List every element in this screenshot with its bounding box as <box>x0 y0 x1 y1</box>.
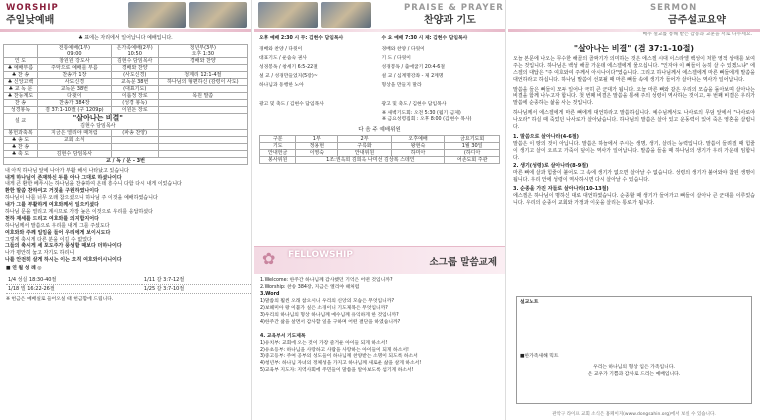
duty-cell: 정용현 <box>296 142 338 149</box>
question-line: 1)말씀의 훨씬 오래 참으시니 우리의 신앙의 모습은 무엇입니까? <box>260 298 394 304</box>
question-line: 3)중고등부: 주여 공부의 성도들이 하나님께 찬양받는 소명이 되도록 하소서 <box>260 354 418 360</box>
schedule-cell: 1/18 빌 16:22-26절 <box>6 285 142 294</box>
duty-title: 다 음 주 예배위원 <box>358 126 401 133</box>
worship-col-header: 청년부(3부) 오후 1:30 <box>158 45 247 58</box>
closing-text <box>520 364 748 378</box>
duty-cell: 1조:권옥희 김희옥 나미선 김상복 스데인 <box>296 156 445 163</box>
worship-cell: ♣ 교 독 문 <box>4 86 38 93</box>
afternoon-item: 설 교 / 성경만들었지(5장)~ <box>259 74 318 80</box>
worship-cell: 다윗이 <box>38 93 112 100</box>
fellowship-banner <box>254 246 505 274</box>
question-line: 5)교육부 지도자: 지역사회에 주민들이 말씀을 알아보도록 섬기게 하소서! <box>260 368 414 374</box>
reading-line: 환한 말씀 찬하여고 거짓을 구원하였나이다 <box>5 188 99 195</box>
afternoon-item <box>259 91 378 100</box>
worship-row <box>4 129 248 136</box>
duty-col-header: 금요기도회 <box>445 135 500 142</box>
worship-cell: 김현수 담임목사 <box>111 58 158 65</box>
sermon-header <box>508 0 760 32</box>
header-swoosh <box>0 29 251 32</box>
sermon-point-heading: 3. 순종을 가진 자들로 살아나라(10-13절) <box>513 186 609 193</box>
duty-cell: 구륵화 <box>338 142 391 149</box>
reading-line: 내가 그를 부활하게 여호와께서 일으키셨다 <box>5 202 99 209</box>
reading-line: 나를 안전히 살게 하시는 이는 오직 여호와이시니이다 <box>5 257 122 264</box>
praise-photo-2 <box>321 2 371 28</box>
responsive-reading <box>0 168 251 264</box>
worship-cell: 청계리 12:1-4절 <box>158 72 247 79</box>
duty-row <box>260 156 500 163</box>
worship-cell: 지금은 엘리야 때처럼 <box>38 129 112 136</box>
duty-col-header: 구분 <box>260 135 296 142</box>
duty-col-header: 1부 <box>296 135 338 142</box>
reading-line: 여호와와 주께 일임을 들어 우리에게 보이시도다 <box>5 229 111 236</box>
sermon-summary <box>508 56 760 207</box>
wednesday-item <box>382 91 501 100</box>
worship-cell <box>158 114 247 129</box>
praise-header-ko: 찬양과 기도 <box>424 15 476 26</box>
worship-col-header <box>4 45 38 58</box>
duty-cell: 기도 <box>260 142 296 149</box>
wednesday-item: 광고 및 축도 / 김현수 담임목사 <box>381 101 447 107</box>
reading-line: 천하 재세를 드리고 여호와를 의지합지어다 <box>5 215 99 222</box>
worship-cell: 찬송가 1장 <box>38 72 112 79</box>
fellowship-header-en: FELLOWSHIP <box>288 250 353 260</box>
worship-panel <box>0 0 252 420</box>
question-line: 3.Word <box>260 291 280 297</box>
worship-cell <box>158 136 247 143</box>
duty-cell: 이영숙 <box>296 149 338 156</box>
worship-cell: ♣ 예배부름 <box>4 65 38 72</box>
duty-cell: 1월 30일 <box>445 142 500 149</box>
worship-cell <box>111 150 158 157</box>
duty-cell: 왕현숙 <box>391 142 445 149</box>
question-line: 2.Worship: 찬송 384장, 지금은 엘리야 때처럼 <box>260 284 360 290</box>
duty-cell: 하미아 <box>391 149 445 156</box>
worship-row <box>4 114 248 129</box>
worship-photo-2 <box>189 2 247 28</box>
worship-row <box>4 58 248 65</box>
offering-footnote: ※ 헌금은 예배실로 들어오실 때 헌금함에 드립니다. <box>6 297 114 303</box>
question-line: 3)우리의 하나님의 형상 하나님께 예수님께 유익하게 한 것입니까? <box>260 312 399 318</box>
duty-cell: 봉사위원 <box>260 156 296 163</box>
wednesday-service <box>382 36 501 109</box>
worship-cell: 봉헌과축복 <box>4 129 38 136</box>
worship-cell: 교독문 38번 <box>111 79 158 86</box>
worship-row <box>4 65 248 72</box>
worship-cell: ♣ 찬 송 <box>4 72 38 79</box>
worship-row <box>4 93 248 100</box>
schedule-label: ■ 연 월 성 례 ◎ <box>6 266 42 272</box>
sermon-panel <box>508 0 760 420</box>
worship-cell <box>158 143 247 150</box>
question-line: 1.Welcome: 한주간 하나님께 감사했던 기억은 어떤 것입니까? <box>260 278 393 283</box>
worship-row <box>4 143 248 150</box>
worship-cell: ♣ 찬등계도 <box>4 93 38 100</box>
duty-col-header: 2부 <box>338 135 391 142</box>
worship-cell: 목원 말씀 <box>158 93 247 100</box>
worship-cell: 설 교 <box>4 114 38 129</box>
afternoon-item: 대표기도 / 운솜숙 권사 <box>259 56 307 62</box>
afternoon-service <box>259 36 378 109</box>
prayer-note: ※ 새벽기도회: 오전 5:30 (월기 금제) <box>382 110 461 116</box>
worship-cell: (성경 봉독) <box>111 100 158 107</box>
prayer-meeting-notes <box>254 109 505 123</box>
wednesday-item: 경배와 찬양 / 다윗이 <box>381 46 425 52</box>
worship-cell: ♣ 축 도 <box>4 150 38 157</box>
worship-cell: 경배와 찬양 <box>158 58 247 65</box>
worship-cell: 성경봉독 <box>4 107 38 114</box>
prayer-note: ※ 금요성령집회 : 오후 8:00 (김현수 목사) <box>382 116 472 122</box>
praise-photo-1 <box>258 2 318 28</box>
question-line: 4)청년부: 하나님 자녀의 정체성을 가지고 하나님께 새로운 삶을 살게 하소서! <box>260 361 422 367</box>
worship-cell: 겸 37:1-10절 (구 1209p) <box>38 107 112 114</box>
worship-header <box>0 0 251 32</box>
reading-line: 내게 하나님이 존재하신 두를 아나 그대로 하셨나이다 <box>5 174 122 181</box>
praise-header-en: PRAISE & PRAYER <box>404 3 504 13</box>
wednesday-item: 설 교 / 심계명강좌 - 제 2계명 <box>381 74 444 80</box>
worship-cell: ♣ 신앙고백 <box>4 79 38 86</box>
worship-cell: 김현수 담임목사 <box>38 150 112 157</box>
worship-cell <box>158 65 247 72</box>
wednesday-item: 형상을 만들지 말라 <box>381 83 422 89</box>
schedule-cell: 1/25 갈 3:7-10절 <box>142 285 252 294</box>
worship-row <box>4 100 248 107</box>
closing-line: 우리는 하나님의 형상 입은 가족입니다. <box>593 364 675 370</box>
worship-cell: 교회 소식 <box>38 136 112 143</box>
sermon-header-en: SERMON <box>650 3 698 13</box>
worship-cell: 이롭정 장로 <box>111 93 158 100</box>
worship-row <box>4 86 248 93</box>
worship-cell <box>38 143 112 150</box>
afternoon-service-title: 오후 예배 2:30 시 무: 김현수 담임목사 <box>259 36 344 41</box>
reading-line: 하나님 문을 열리고 계시므로 가장 높은 이것으로 우리를 응답하셨다 <box>5 208 153 215</box>
worship-row <box>4 107 248 114</box>
schedule-row <box>6 276 252 285</box>
sermon-point-heading: 2. 생기(성령)로 살아나라(8-9절) <box>513 163 589 170</box>
sermon-title-cell: "살아나는 비결" <box>72 114 123 123</box>
reading-line: 하나님께서 말씀으로 우리를 내게 그를 주셨도다 <box>5 222 110 229</box>
reading-schedule <box>6 276 252 294</box>
closing-line: 온 교우가 기쁨과 감사로 드리는 예배입니다. <box>587 372 681 378</box>
worship-cell <box>158 107 247 114</box>
duty-cell: (하디아 <box>445 149 500 156</box>
reading-line: 하나님이 나를 너무 오래 참으셨으니 하나님 주 이것을 예배하였습니다 <box>5 195 158 202</box>
sermon-title: "살아나는 비결" (겸 37:1-10절) <box>573 43 695 53</box>
worship-row <box>4 136 248 143</box>
worship-cell: (사도신경) <box>111 72 158 79</box>
worship-cell: ♣ 송 도 <box>4 136 38 143</box>
question-line: 2)보헤미아 왕 이불가 실은 소경이니 기도제목은 무엇입니까? <box>260 305 388 311</box>
sermon-header-ko: 금주설교요약 <box>668 15 726 26</box>
worship-cell: 창원원 강도사 <box>38 58 112 65</box>
gospel-row <box>4 157 248 164</box>
praise-prayer-panel <box>254 0 506 420</box>
worship-row <box>4 79 248 86</box>
question-line: 4)한주간 삶을 살면서 감사할 일을 구하며 어떤 결단을 하였습니까? <box>260 319 401 325</box>
schedule-cell: 1/11 갈 3:7-12절 <box>142 276 252 285</box>
worship-cell: 교독문 38번 <box>38 86 112 93</box>
sermon-paragraph: 오늘 본문에 나오는 무수한 해골의 골짜기가 의미하는 것은 에스겔 시대 이스라엘 백성이 처한 영적 상태를 보여주는 것입니다. 하나님은 백성 해골 가운데 에스겔에게 물으십니다. "인자야 이 뼈들이 능히 살 수 있겠느냐" 에스겔의 대답은 "주 여호와여 주께서 아시나이다"였습니다. 그리고 하나님께서 에스겔에게 마른 뼈들에게 말씀을 대언하라고 하십니다. 하나님 말씀이 선포될 때 마른 뼈들 속에 생기가 들어가 살아나는 역사가 일어납니다. <box>513 55 755 83</box>
worship-cell <box>158 86 247 93</box>
worship-col-header: 은가족예배(2부) 10:50 <box>111 45 158 58</box>
worship-cell: 사도신경 <box>38 79 112 86</box>
duty-header-row <box>260 135 500 142</box>
worship-cell <box>111 143 158 150</box>
duty-cell: 안내위원 <box>338 149 391 156</box>
worship-table-header <box>4 45 248 58</box>
duty-roster-table <box>259 135 500 164</box>
afternoon-item: 광고 및 축도 / 김현수 담임목사 <box>259 101 324 107</box>
wednesday-item: 성경봉독 / 출애굽기 20:4-6절 <box>381 65 445 71</box>
worship-header-en: WORSHIP <box>6 3 59 13</box>
duty-row <box>260 149 500 156</box>
worship-cell: (파송 찬양) <box>111 129 158 136</box>
question-line: 2)유초등부: 하나님을 사랑하고 사람을 사랑하는 아이들이 되게 하소서! <box>260 347 409 353</box>
duty-col-header: 오후예배 <box>391 135 445 142</box>
praise-header <box>254 0 505 32</box>
sermon-paragraph: 말씀을 들은 뼈들이 모두 일어나 극히 큰 군대가 됩니다. 오늘 마른 뼈와 같은 우리의 모습을 돌아보며 살아나는 비결을 함께 나누고자 합니다. 첫 번째 비결은 말씀을 통해 주의 성령이 역사하는 것이고, 두 번째 비결은 우리가 말씀에 순종하는 삶을 사는 것입니다. <box>513 86 755 107</box>
worship-cell <box>158 100 247 107</box>
sermon-notes-label: 설교노트 <box>520 300 539 305</box>
worship-cell: 하나님의 형편하신 (감령이 사도) <box>158 79 247 86</box>
sermon-preacher: 김현수 담임목사 <box>80 122 116 129</box>
schedule-row <box>6 285 252 294</box>
worship-col-header: 전통예배(1부) 09:00 <box>38 45 112 58</box>
worship-cell: 찬 송 <box>4 100 38 107</box>
sermon-tagline: 매주 설교를 통해 받은 감동과 교훈을 서로 나누세요. <box>642 32 752 37</box>
header-swoosh <box>254 29 505 32</box>
worship-row <box>4 72 248 79</box>
flower-icon: ✿ <box>262 249 276 268</box>
sermon-point-text: 마른 뼈에 살과 힘줄이 붙어도 그 속에 생기가 없으면 살아날 수 없습니다. 성령의 생기가 불어와야 참된 생명이 됩니다. 우리 안에 성령이 역사하시면 다시 살아날 수 있습니다. <box>513 170 755 184</box>
reading-line: 내 아직 하나님 앞에 나아가 부활 해서 나타났고 있습니다 <box>5 167 129 174</box>
worship-order-table <box>3 44 248 164</box>
fellowship-header-ko: 소그룹 말씀교제 <box>429 257 497 268</box>
service-orders <box>254 32 505 109</box>
worship-cell <box>158 150 247 157</box>
question-line <box>260 327 500 334</box>
worship-cell: 인 도 <box>4 58 38 65</box>
duty-cell: 안내헌금 <box>260 149 296 156</box>
sermon-point-heading: 1. 말씀으로 살아나라(4-6절) <box>513 133 579 140</box>
worship-cell <box>111 136 158 143</box>
sermon-point-text: 에스겔은 하나님이 명하신 대로 대언하였습니다. 순종할 때 생기가 들어가고 뼈들이 살아나 큰 군대를 이루었습니다. 우리의 순종이 교회와 가정과 이웃을 살리는 통로가 됩니다. <box>513 193 755 206</box>
duty-row <box>260 142 500 149</box>
worship-row <box>4 150 248 157</box>
schedule-cell: 1/4 성실 18:30-40절 <box>6 276 142 285</box>
worship-cell: 경배와 찬양 <box>111 65 158 72</box>
worship-cell: 찬송가 384장 <box>38 100 112 107</box>
worship-photo-1 <box>128 2 186 28</box>
worship-notice: ♣ 표에는 자리에서 일어납니다 예배입니다. <box>78 35 173 41</box>
afternoon-item: 성경봉독 / 창세기 6:5-22절 <box>259 65 318 71</box>
reading-line: 내게 큰 환한 베푸시는 하나님을 찬송하여 온데 흥수니 다함 다시 내게 이었습니다 <box>5 181 182 188</box>
duty-cell: 어존도회 주관 <box>445 156 500 163</box>
wednesday-service-title: 수 요 예배 7:30 시 제: 김현수 담임목사 <box>381 36 468 41</box>
reading-line: 나가 평안히 눕고 자기도 하리니 <box>5 250 75 257</box>
header-swoosh <box>508 29 760 32</box>
sermon-paragraph: 하나님께서 에스겔에게 마른 뼈에게 대언하라고 말씀하십니다. 예수님께서도 나사로의 무덤 앞에서 "나사로야 나오라" 하실 때 죽었던 나사로가 살아났습니다. 하나님의 말씀은 살아 있고 운동력이 있어 죽은 영혼을 살립니다. <box>513 110 755 130</box>
wednesday-item: 기 도 / 다윗이 <box>381 56 411 62</box>
family-tag: ■한가족새해 믹트 <box>520 353 559 359</box>
gospel-cell: 교 / 독 / 문 - 3번 <box>4 157 248 164</box>
sermon-notes-box <box>516 296 752 404</box>
bulletin-footer: 관악구 라이프 교회 소식은 홈페이지(www.dongsahin.org)에서 보실 수 있습니다. <box>552 412 716 418</box>
worship-header-ko: 주일낮예배 <box>6 15 55 26</box>
reading-line: 그들의 축시게 세 포도주가 풍성할 때보다 더하나이다 <box>5 243 122 250</box>
worship-cell <box>158 129 247 136</box>
worship-cell: ♣ 찬 송 <box>4 143 38 150</box>
worship-cell: 주악으로 예배를 부름 <box>38 65 112 72</box>
question-line: 1)유치부: 교회에 오는 것이 가장 즐거운 아이들 되게 하소서! <box>260 340 388 346</box>
question-line: 4. 교육부서 기도제목 <box>260 333 306 339</box>
worship-cell: 이원돈 장로 <box>111 107 158 114</box>
worship-cell: (대표기도) <box>111 86 158 93</box>
discussion-questions <box>260 278 500 375</box>
afternoon-item: 경배와 찬양 / 다윗이 <box>259 46 303 52</box>
reading-line: 그렇게 축시게 다른 분을 이길 수 없었다 <box>5 236 92 243</box>
worship-cell <box>38 114 159 129</box>
afternoon-item: 하나님과 동행한 노아 <box>259 83 304 89</box>
sermon-point-text: 말씀은 이 땅의 것이 아닙니다. 말씀은 하늘에서 주시는 생명, 생기, 살리는 능력입니다. 말씀이 들려질 때 힘줄이 생기고 살이 오르고 가죽이 덮이는 역사가 일어납니다. 말씀을 들을 때 하나님의 생기가 우리 가운데 임합니다. <box>513 140 755 161</box>
